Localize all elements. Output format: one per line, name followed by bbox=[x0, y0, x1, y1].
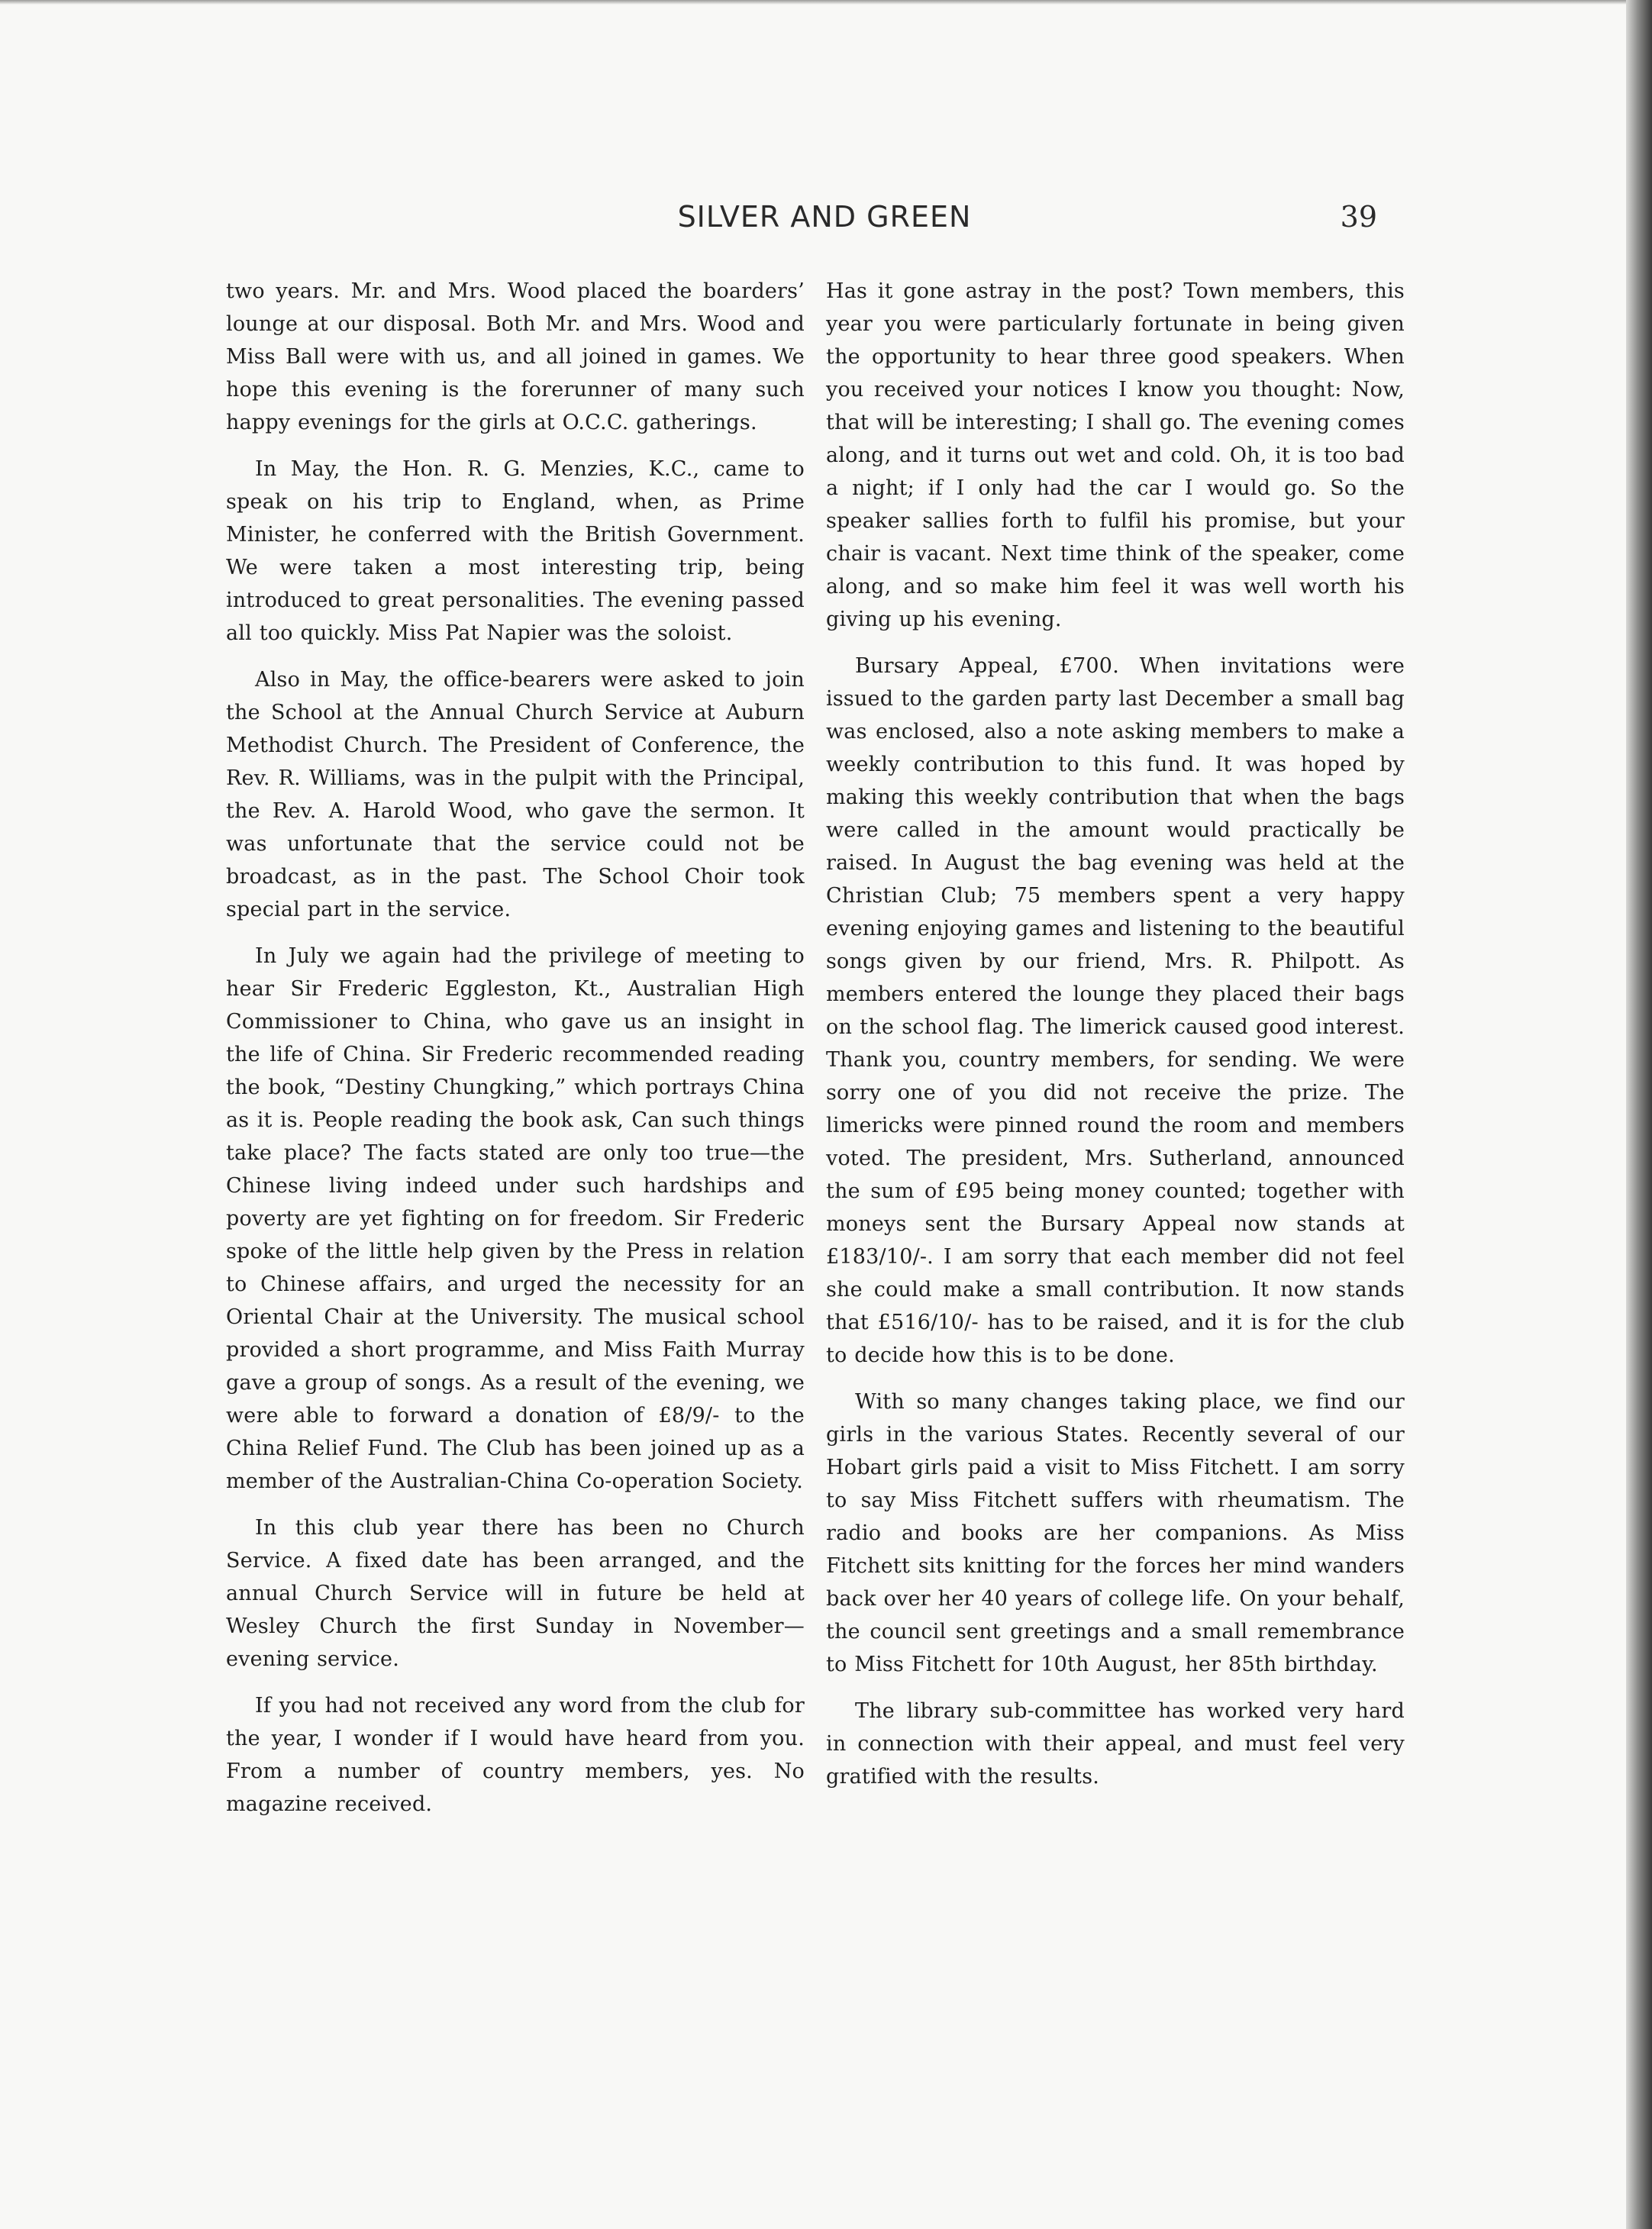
right-column bbox=[826, 275, 1405, 1807]
paragraph: In July we again had the privilege of meeting to hear Sir Frederic Eggleston, Kt., Australian High Commissioner to China, who gave us an insight in the life of China. Sir Frederic recommended reading the book, “Destiny Chungking,” which portrays China as it is. People reading the book ask, Can such things take place? The facts stated are only too true—the Chinese living indeed under such hardships and poverty are yet fighting on for freedom. Sir Frederic spoke of the little help given by the Press in relation to Chinese affairs, and urged the necessity for an Oriental Chair at the University. The musical school provided a short programme, and Miss Faith Murray gave a group of songs. As a result of the evening, we were able to forward a donation of £8/9/- to the China Relief Fund. The Club has been joined up as a member of the Australian-China Co-operation Society. bbox=[226, 944, 805, 1493]
paragraph: two years. Mr. and Mrs. Wood placed the boarders’ lounge at our disposal. Both Mr. and Mrs. Wood and Miss Ball were with us, and all joined in games. We hope this evening is the forerunner of many such happy evenings for the girls at O.C.C. gatherings. bbox=[226, 279, 805, 434]
paragraph: Also in May, the office-bearers were asked to join the School at the Annual Church Service at Auburn Methodist Church. The President of Conference, the Rev. R. Williams, was in the pulpit with the Principal, the Rev. A. Harold Wood, who gave the sermon. It was unfortunate that the service could not be broadcast, as in the past. The School Choir took special part in the service. bbox=[226, 668, 805, 921]
page-number: 39 bbox=[1340, 200, 1377, 234]
paragraph: If you had not received any word from the club for the year, I wonder if I would have heard from you. From a number of country members, yes. No magazine received. bbox=[226, 1694, 805, 1816]
paragraph: Bursary Appeal, £700. When invitations were issued to the garden party last December a small bag was enclosed, also a note asking members to make a weekly contribution to this fund. It was hoped by making this weekly contribution that when the bags were called in the amount would practically be raised. In August the bag evening was held at the Christian Club; 75 members spent a very happy evening enjoying games and listening to the beautiful songs given by our friend, Mrs. R. Philpott. As members entered the lounge they placed their bags on the school flag. The limerick caused good interest. Thank you, country members, for sending. We were sorry one of you did not receive the prize. The limericks were pinned round the room and members voted. The president, Mrs. Sutherland, announced the sum of £95 being money counted; together with moneys sent the Bursary Appeal now stands at £183/10/-. I am sorry that each member did not feel she could make a small contribution. It now stands that £516/10/- has to be raised, and it is for the club to decide how this is to be done. bbox=[826, 654, 1405, 1367]
paragraph: In this club year there has been no Church Service. A fixed date has been arranged, and the annual Church Service will in future be held at Wesley Church the first Sunday in November—evening service. bbox=[226, 1516, 805, 1671]
page-top-edge bbox=[0, 0, 1652, 5]
book-binding-edge bbox=[1626, 0, 1652, 2229]
left-column bbox=[226, 275, 805, 1834]
running-head bbox=[226, 200, 1423, 243]
paragraph: In May, the Hon. R. G. Menzies, K.C., came to speak on his trip to England, when, as Prime Minister, he conferred with the British Government. We were taken a most interesting trip, being introduced to great personalities. The evening passed all too quickly. Miss Pat Napier was the soloist. bbox=[226, 457, 805, 645]
paragraph: The library sub-committee has worked very hard in connection with their appeal, and must feel very gratified with the results. bbox=[826, 1699, 1405, 1789]
publication-title: SILVER AND GREEN bbox=[677, 200, 972, 234]
paragraph: Has it gone astray in the post? Town members, this year you were particularly fortunate in being given the opportunity to hear three good speakers. When you received your notices I know you thought: Now, that will be interesting; I shall go. The evening comes along, and it turns out wet and cold. Oh, it is too bad a night; if I only had the car I would go. So the speaker sallies forth to fulfil his promise, but your chair is vacant. Next time think of the speaker, come along, and so make him feel it was well worth his giving up his evening. bbox=[826, 279, 1405, 631]
paragraph: With so many changes taking place, we find our girls in the various States. Recently several of our Hobart girls paid a visit to Miss Fitchett. I am sorry to say Miss Fitchett suffers with rheumatism. The radio and books are her companions. As Miss Fitchett sits knitting for the forces her mind wanders back over her 40 years of college life. On your behalf, the council sent greetings and a small remembrance to Miss Fitchett for 10th August, her 85th birthday. bbox=[826, 1390, 1405, 1676]
